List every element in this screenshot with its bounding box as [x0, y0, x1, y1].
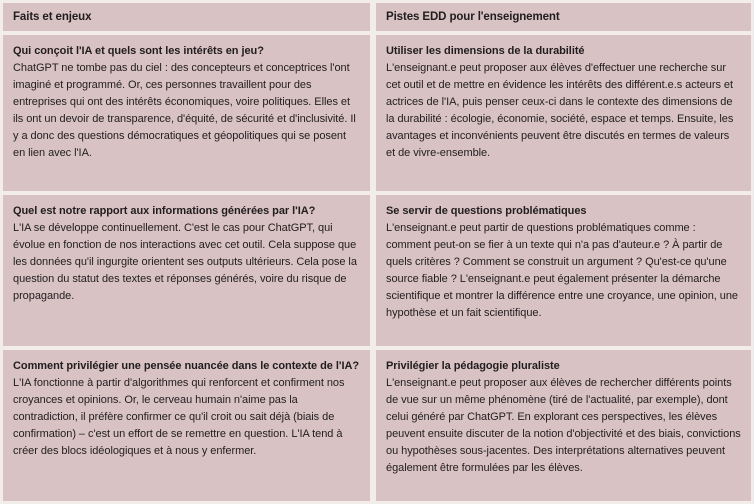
cell-title: Privilégier la pédagogie pluraliste: [386, 360, 560, 372]
cell-body: L'enseignant.e peut proposer aux élèves de rechercher différents points de vue sur un même phénomène (tiré de l'actualité, par exemple), dont celui généré par ChatGPT. En explorant ces perspectives, les élèves peuvent ensuite discuter de la notion d'objectivité et des biais, convictions ou hypothèses sous-jacentes. Des interprétations alternatives peuvent également être formulées par les élèves.: [386, 377, 741, 474]
cell-body: L'IA fonctionne à partir d'algorithmes qui renforcent et confirment nos croyances et opinions. Or, le cerveau humain n'aime pas la contradiction, il préfère confirmer ce qu'il croit ou sait déjà (biais de confirmation) – c'est un effort de se remettre en question. L'IA tend à créer des blocs idéologiques et à nous y enfermer.: [13, 377, 345, 457]
column-header-pistes-edd: [376, 3, 751, 31]
column-header-faits-et-enjeux: [3, 3, 370, 31]
cell-body: L'enseignant.e peut proposer aux élèves d'effectuer une recherche sur cet outil et de mettre en évidence les intérêts des différent.e.s acteurs et actrices de l'IA, puis penser ceux-ci dans le contexte des dimensions de la durabilité : écologie, économie, société, espace et temps. Ensuite, les avantages et inconvénients peuvent être discutés en termes de valeurs et de vivre-ensemble.: [386, 62, 734, 159]
cell-row1-pistes: [376, 35, 751, 191]
cell-body: ChatGPT ne tombe pas du ciel : des concepteurs et conceptrices l'ont imaginé et programmé. Or, ces personnes travaillent pour des entreprises qui ont des intérêts économiques, voire politiques. Elles et ils ont un devoir de transparence, d'équité, de sécurité et d'inclusivité. Il y a donc des questions démocratiques et géopolitiques qui se posent en lien avec l'IA.: [13, 62, 356, 159]
cell-title: Quel est notre rapport aux informations générées par l'IA?: [13, 205, 316, 217]
cell-row1-faits: [3, 35, 370, 191]
cell-row3-pistes: [376, 350, 751, 501]
cell-title: Se servir de questions problématiques: [386, 205, 587, 217]
cell-row3-faits: [3, 350, 370, 501]
column-header-label: Pistes EDD pour l'enseignement: [386, 11, 560, 23]
cell-row2-faits: [3, 195, 370, 346]
cell-title: Comment privilégier une pensée nuancée dans le contexte de l'IA?: [13, 360, 360, 372]
cell-title: Qui conçoit l'IA et quels sont les intérêts en jeu?: [13, 45, 264, 57]
cell-row2-pistes: [376, 195, 751, 346]
cell-body: L'enseignant.e peut partir de questions problématiques comme : comment peut-on se fier à un texte qui n'a pas d'auteur.e ? À partir de quels critères ? Comment se construit un argument ? Qu'est-ce qu'une source fiable ? L'enseignant.e peut également présenter la démarche scientifique et montrer la différence entre une croyance, une opinion, une hypothèse et un fait scientifique.: [386, 222, 738, 319]
column-header-label: Faits et enjeux: [13, 11, 92, 23]
cell-body: L'IA se développe continuellement. C'est le cas pour ChatGPT, qui évolue en fonction de nos interactions avec cet outil. Cela suppose que les données qu'il ingurgite orientent ses outputs ultérieurs. Cela pose la question du statut des textes et réponses générés, voire du risque de propagande.: [13, 222, 357, 302]
cell-title: Utiliser les dimensions de la durabilité: [386, 45, 585, 57]
